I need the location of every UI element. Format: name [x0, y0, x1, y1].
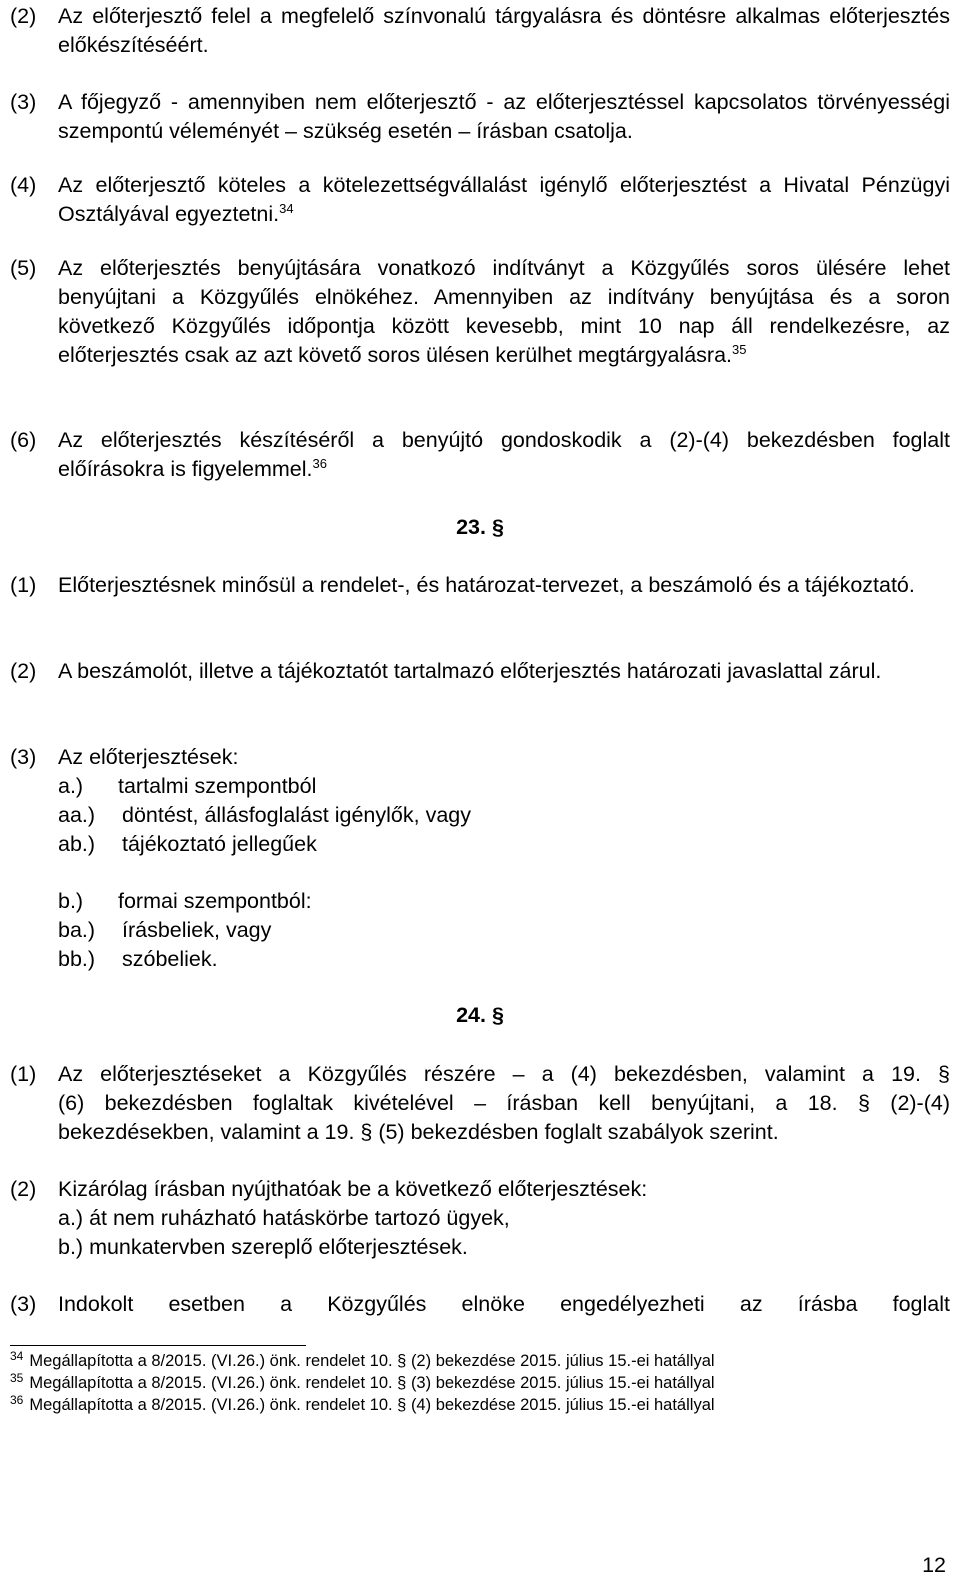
list-label: ab.)	[58, 832, 96, 856]
paragraph-text: Az előterjesztő köteles a kötelezettségvállalást igénylő előterjesztést a Hivatal Pénzügyi Osztályával egyeztetni.	[58, 173, 950, 226]
section-sign: §	[491, 1003, 504, 1027]
text-line: bekezdésekben, valamint a 19. § (5) bekezdésben foglalt szabályok szerint.	[58, 1120, 779, 1144]
paragraph-3	[10, 88, 950, 146]
paragraph-6	[10, 426, 950, 484]
list-item: a.) át nem ruházható hatáskörbe tartozó ügyek,	[58, 1206, 510, 1230]
list-item	[58, 916, 312, 945]
list-text: döntést, állásfoglalást igénylők, vagy	[122, 803, 471, 827]
list-item	[58, 945, 312, 974]
paragraph-text: Az előterjesztés készítéséről a benyújtó gondoskodik a (2)-(4) bekezdésben foglalt előírásokra is figyelemmel.	[58, 428, 950, 481]
footnote	[10, 1372, 715, 1394]
paragraph-body	[58, 171, 950, 229]
paragraph-number: (2)	[10, 4, 37, 28]
paragraph-number: (4)	[10, 173, 37, 197]
list-text: írásbeliek, vagy	[122, 918, 272, 942]
s23-paragraph-3	[10, 743, 950, 772]
paragraph-text: Előterjesztésnek minősül a rendelet-, és határozat-tervezet, a beszámoló és a tájékoztató.	[58, 573, 915, 597]
paragraph-number: (3)	[10, 90, 37, 114]
list-item	[58, 830, 471, 859]
paragraph-text: Az előterjesztés benyújtására vonatkozó indítványt a Közgyűlés soros ülésére lehet benyújtani a Közgyűlés elnökéhez. Amennyiben az indítvány benyújtása és a soron következő Közgyűlés időpontja között kevesebb, mint 10 nap áll rendelkezésre, az előterjesztés csak az azt követő soros ülésen kerülhet megtárgyalásra.	[58, 256, 950, 367]
list-text: formai szempontból:	[118, 889, 312, 913]
paragraph-number: (5)	[10, 256, 37, 280]
paragraph-body	[58, 1175, 950, 1262]
list-label: a.)	[58, 774, 84, 798]
paragraph-text: A beszámolót, illetve a tájékoztatót tartalmazó előterjesztés határozati javaslattal zárul.	[58, 659, 882, 683]
paragraph-4	[10, 171, 950, 229]
s23-paragraph-1	[10, 571, 950, 600]
list-label: bb.)	[58, 947, 96, 971]
list-text: tájékoztató jellegűek	[122, 832, 317, 856]
paragraph-text: Kizárólag írásban nyújthatóak be a következő előterjesztések:	[58, 1177, 648, 1201]
paragraph-number: (3)	[10, 1292, 37, 1316]
list-item	[58, 772, 471, 801]
footnote-ref: 36	[312, 455, 327, 471]
s23-paragraph-2	[10, 657, 950, 686]
content-type-list	[58, 772, 471, 859]
section-number: 23.	[456, 515, 486, 539]
list-label: ba.)	[58, 918, 96, 942]
paragraph-body	[58, 426, 950, 484]
paragraph-5	[10, 254, 950, 370]
paragraph-number: (1)	[10, 1062, 37, 1086]
s24-paragraph-3	[10, 1290, 950, 1319]
footnote-ref: 35	[732, 341, 747, 357]
paragraph-number: (2)	[10, 659, 37, 683]
footnote-text: Megállapította a 8/2015. (VI.26.) önk. rendelet 10. § (3) bekezdése 2015. július 15.-ei hatállyal	[29, 1374, 715, 1392]
paragraph-number: (1)	[10, 573, 37, 597]
list-item	[58, 801, 471, 830]
list-text: tartalmi szempontból	[118, 774, 317, 798]
footnote-ref: 34	[279, 200, 294, 216]
footnote-number: 34	[10, 1348, 24, 1363]
footnote	[10, 1350, 715, 1372]
paragraph-text: A főjegyző - amennyiben nem előterjesztő - az előterjesztéssel kapcsolatos törvényességi szempontú véleményét – szükség esetén – írásban csatolja.	[58, 90, 950, 143]
s24-paragraph-1	[10, 1060, 950, 1147]
list-label: b.)	[58, 889, 84, 913]
paragraph-text: Az előterjesztő felel a megfelelő színvonalú tárgyalásra és döntésre alkalmas előterjesztés előkészítéséért.	[58, 4, 950, 57]
list-item: b.) munkatervben szereplő előterjesztések.	[58, 1235, 468, 1259]
paragraph-text: Az előterjesztések:	[58, 745, 239, 769]
list-item	[58, 887, 312, 916]
footnotes	[10, 1350, 715, 1416]
s24-paragraph-2	[10, 1175, 950, 1262]
list-label: aa.)	[58, 803, 96, 827]
paragraph-2	[10, 2, 950, 60]
section-heading-23	[0, 515, 960, 540]
list-text: szóbeliek.	[122, 947, 218, 971]
section-heading-24	[0, 1003, 960, 1028]
paragraph-number: (3)	[10, 745, 37, 769]
footnote-text: Megállapította a 8/2015. (VI.26.) önk. rendelet 10. § (2) bekezdése 2015. július 15.-ei hatállyal	[29, 1352, 715, 1370]
footnote	[10, 1394, 715, 1416]
section-number: 24.	[456, 1003, 486, 1027]
text-line: Az előterjesztéseket a Közgyűlés részére – a (4) bekezdésben, valamint a 19. §	[58, 1062, 950, 1086]
text-line: (6) bekezdésben foglaltak kivételével – írásban kell benyújtani, a 18. § (2)-(4)	[58, 1091, 950, 1115]
footnote-separator	[10, 1345, 306, 1346]
paragraph-body	[58, 254, 950, 370]
footnote-text: Megállapította a 8/2015. (VI.26.) önk. rendelet 10. § (4) bekezdése 2015. július 15.-ei hatállyal	[29, 1396, 715, 1414]
paragraph-body	[58, 1060, 950, 1147]
page-number: 12	[922, 1553, 946, 1577]
footnote-number: 35	[10, 1370, 24, 1385]
paragraph-number: (2)	[10, 1177, 37, 1201]
paragraph-text: Indokolt esetben a Közgyűlés elnöke engedélyezheti az írásba foglalt	[58, 1292, 950, 1316]
footnote-number: 36	[10, 1392, 24, 1407]
section-sign: §	[491, 515, 504, 539]
paragraph-number: (6)	[10, 428, 37, 452]
format-type-list	[58, 887, 312, 974]
